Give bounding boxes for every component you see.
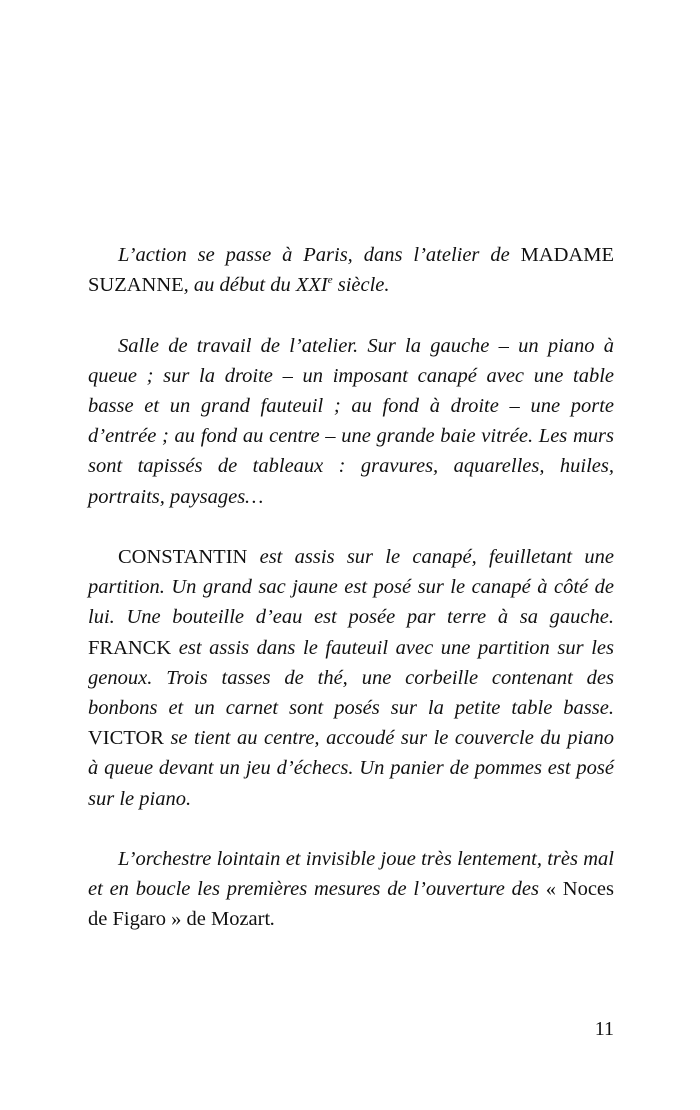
character-name: VICTOR bbox=[88, 727, 164, 750]
text-run: est assis sur le canapé, feuilletant une partition. Un grand sac jaune est posé sur le canapé à côté de lui. Une bouteille d’eau est posée par terre à sa gauche. bbox=[88, 546, 614, 629]
stage-directions bbox=[88, 240, 614, 935]
page-number: 11 bbox=[594, 1018, 614, 1040]
paragraph-characters bbox=[88, 542, 614, 814]
paragraph-room bbox=[88, 331, 614, 512]
character-name: FRANCK bbox=[88, 636, 172, 659]
text-run: Salle de travail de l’atelier. Sur la gauche – un piano à queue ; sur la droite – un imposant canapé avec une table basse et un grand fauteuil ; au fond à droite – une porte d’entrée ; au fond au centre – une grande baie vitrée. Les murs sont tapissés de tableaux : gravures, aquarelles, huiles, portraits, paysages… bbox=[88, 334, 614, 508]
paragraph-setting bbox=[88, 240, 614, 300]
character-name: CONSTANTIN bbox=[118, 546, 248, 568]
text-run: siècle. bbox=[332, 274, 390, 297]
text-run: . bbox=[270, 908, 276, 931]
text-run: L’orchestre lointain et invisible joue très lentement, très mal et en boucle les premières mesures de l’ouverture des bbox=[88, 848, 614, 901]
text-run: L’action se passe à Paris, dans l’atelier de bbox=[118, 244, 521, 266]
text-run: se tient au centre, accoudé sur le couvercle du piano à queue devant un jeu d’échecs. Un panier de pommes est posé sur le piano. bbox=[88, 727, 614, 810]
century-numeral: XXI bbox=[295, 274, 328, 297]
superscript: e bbox=[327, 274, 333, 287]
character-name: MADAME SUZANNE bbox=[88, 244, 614, 297]
text-run: est assis dans le fauteuil avec une partition sur les genoux. Trois tasses de thé, une corbeille contenant des bonbons et un carnet sont posés sur la petite table basse. bbox=[88, 636, 614, 720]
work-title: « Noces de Figaro » de Mozart bbox=[88, 878, 615, 931]
paragraph-orchestra bbox=[88, 844, 614, 935]
text-run: , au début du bbox=[183, 274, 296, 297]
